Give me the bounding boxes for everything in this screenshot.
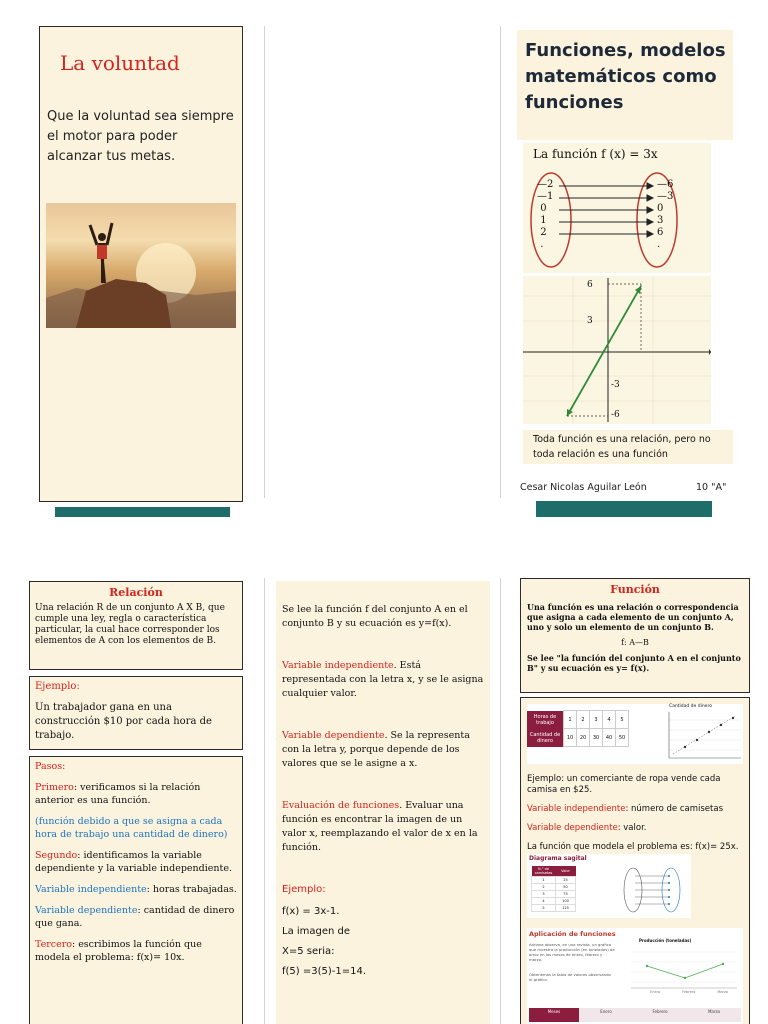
paso-tercero: Tercero: escribimos la función que modela el problema: f(x)= 10x. <box>35 939 202 963</box>
voluntad-panel <box>39 26 243 502</box>
function-graph <box>523 276 711 424</box>
middle-ejemplo-label: Ejemplo: <box>282 884 326 895</box>
produccion-caption: Producción (toneladas) <box>639 938 692 943</box>
cover-note-box <box>523 430 733 464</box>
graph-label-minus6: -6 <box>611 410 620 420</box>
middle-line1: f(x) = 3x-1. <box>282 906 340 917</box>
funcion-box <box>520 578 750 693</box>
paso-nota: (función debido a que se asigna a cada hora de trabajo una cantidad de dinero) <box>35 816 228 840</box>
middle-panel <box>276 581 490 1024</box>
month-marzo-label: Marzo <box>717 990 728 994</box>
paso-vi: Variable independiente: horas trabajadas. <box>35 884 237 895</box>
mountain-photo <box>46 203 236 328</box>
cover-title: Funciones, modelos matemáticos como funciones <box>525 40 726 113</box>
middle-intro: Se lee la función f del conjunto A en el conjunto B y su ecuación es y=f(x). <box>282 604 468 629</box>
sagital-table: N.° de camisetas Valor 1 25 2 50 3 75 4 100 5 125 <box>531 866 576 912</box>
funcion-reading: Se lee "la función del conjunto A en el conjunto B" y su ecuación es y= f(x). <box>527 653 741 673</box>
aplicacion-figure <box>527 928 743 1024</box>
pasos-box <box>29 756 243 1024</box>
funcion-text: Una función es una relación o correspondencia que asigna a cada elemento de un conjunto A, uno y solo un elemento de un conjunto B. <box>527 602 739 632</box>
sagital-figure <box>527 854 691 918</box>
group-label: 10 "A" <box>696 482 727 493</box>
aplicacion-text: Adriana observa, en una revista, un gráfico que muestra la producción (en toneladas) de arroz en los meses de enero, febrero y marzo. <box>529 942 615 962</box>
graph-label-3: 3 <box>587 316 593 326</box>
paso-primero: Primero: verificamos si la relación anterior es una función. <box>35 782 201 806</box>
voluntad-title: La voluntad <box>60 51 180 75</box>
diagram-title: La función f (x) = 3x <box>533 147 658 161</box>
funcion-modelo: La función que modela el problema es: f(x)= 25x. <box>527 842 739 852</box>
middle-line3: X=5 seria: <box>282 946 335 957</box>
hours-money-table: Horas de trabajo 1 2 3 4 5 Cantidad de dinero 10 20 30 40 50 <box>527 710 629 747</box>
voluntad-text: Que la voluntad sea siempre el motor para poder alcanzar tus metas. <box>47 109 234 164</box>
teal-bar-right <box>536 501 712 517</box>
author-name: Cesar Nicolas Aguilar León <box>520 482 647 493</box>
ejemplo-label: Ejemplo: <box>35 681 80 692</box>
ejemplo-text: Un trabajador gana en una construcción $10 por cada hora de trabajo. <box>35 702 212 741</box>
hours-money-figure <box>527 704 743 764</box>
paso-vd: Variable dependiente: cantidad de dinero que gana. <box>35 905 235 929</box>
relacion-title: Relación <box>109 586 163 599</box>
paso-segundo: Segundo: identificamos la variable dependiente y la variable independiente. <box>35 850 232 874</box>
funcion-ejemplo-box <box>520 697 750 1024</box>
funcion-ejemplo: Ejemplo: un comerciante de ropa vende cada camisa en $25. <box>527 774 721 795</box>
aplicacion-text2: Obtenemos la tabla de valores observando el gráfico. <box>529 972 611 982</box>
month-enero-label: Enero <box>650 990 661 994</box>
sagital-title: Diagrama sagital <box>529 855 587 862</box>
cover-note: Toda función es una relación, pero no toda relación es una función <box>533 434 711 460</box>
right-values: —6 —3 0 3 6 . <box>657 179 674 250</box>
teal-bar-left <box>55 507 230 517</box>
middle-line2: La imagen de <box>282 926 351 937</box>
funcion-title: Función <box>610 583 660 596</box>
relacion-box <box>29 581 243 670</box>
aplicacion-title: Aplicación de funciones <box>529 930 616 938</box>
cover-title-box <box>517 30 733 140</box>
ejemplo-box <box>29 676 243 750</box>
funcion-vi: Variable independiente: número de camisetas <box>527 804 723 814</box>
middle-line4: f(5) =3(5)-1=14. <box>282 966 367 977</box>
function-diagram <box>523 143 711 273</box>
pasos-label: Pasos: <box>35 761 66 772</box>
middle-eval: Evaluación de funciones. Evaluar una función es encontrar la imagen de un valor x, reemplazando el valor de x en la función. <box>282 800 478 853</box>
left-values: —2 —1 0 1 2 . <box>537 179 554 250</box>
middle-vi: Variable independiente. Está representada con la letra x, y se le asigna cualquier valor. <box>282 660 484 699</box>
middle-vd: Variable dependiente. Se la representa con la letra y, porque depende de los valores que se le asigne a x. <box>282 730 470 769</box>
relacion-text: Una relación R de un conjunto A X B, que cumple una ley, regla o característica particular, la cual hace corresponder los elementos de A con los elementos de B. <box>35 603 225 646</box>
graph-label-6: 6 <box>587 280 593 290</box>
month-febrero-label: Febrero <box>682 990 696 994</box>
funcion-vd: Variable dependiente: valor. <box>527 823 647 833</box>
funcion-notation: f: A—B <box>621 638 649 647</box>
graph-label-minus3: -3 <box>611 380 620 390</box>
money-chart-caption: Cantidad de dinero <box>669 704 712 709</box>
meses-row: Meses Enero Febrero Marzo <box>529 1008 741 1022</box>
